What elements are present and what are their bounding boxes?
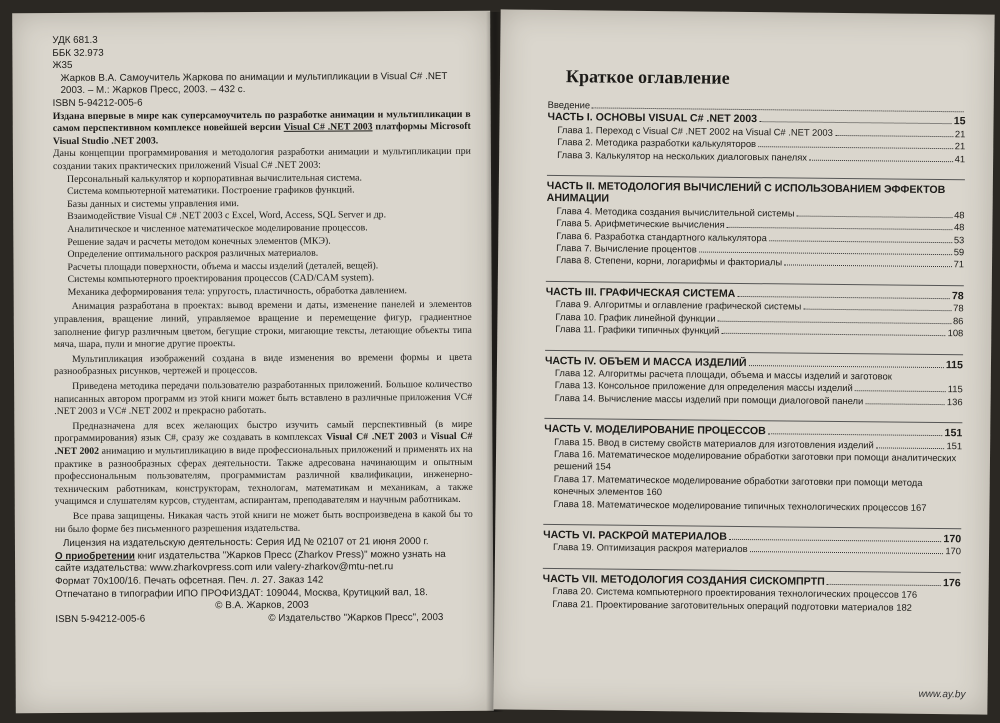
list-item: Расчеты площади поверхности, объема и массы изделий (деталей, вещей). <box>67 260 379 273</box>
toc-chapter: Глава 7. Вычисление процентов 59 <box>556 242 965 258</box>
toc-chapter: Глава 20. Система компьютерного проектирования технологических процессов 176 <box>552 585 918 601</box>
lead-bold-product: Visual C# .NET 2003 <box>283 121 373 133</box>
acquisition-text: книг издательства "Жарков Пресс (Zharkov Press)" можно узнать на сайте издательства: www.zharkovpress.com или valery-zharkov@mtu-net.ru <box>55 548 446 575</box>
toc-chapter: Глава 18. Математическое моделирование типичных технологических процессов 167 <box>553 497 927 513</box>
list-item: Определение оптимального раскроя различных материалов. <box>67 247 319 261</box>
acquisition <box>55 549 473 576</box>
toc-chapter: Глава 10. График линейной функции 86 <box>555 310 964 326</box>
toc-part: ЧАСТЬ VI. РАСКРОЙ МАТЕРИАЛОВ 170 <box>543 524 961 546</box>
toc-chapter: Глава 15. Ввод в систему свойств материалов для изготовления изделий 151 <box>554 435 963 451</box>
toc-chapter: Глава 21. Проектирование заготовительных операций подготовки материалов 182 <box>552 597 912 613</box>
author-line: Жарков В.А. Самоучитель Жаркова по анимации и мультипликации в Visual C# .NET 2003. – М.: Жарков Пресс, 2003. – 432 с. <box>60 70 448 97</box>
toc-part: ЧАСТЬ I. ОСНОВЫ VISUAL C# .NET 2003 15 <box>547 111 966 128</box>
toc-chapter: Глава 14. Вычисление массы изделий при помощи диалоговой панели 136 <box>554 391 963 408</box>
list-item: Системы компьютерного проектирования процессов (CAD/CAM system). <box>67 272 375 286</box>
toc-chapter: Глава 6. Разработка стандартного калькулятора 53 <box>556 229 965 245</box>
list-item: Базы данных и системы управления ими. <box>67 197 240 210</box>
toc-chapter: Глава 1. Переход с Visual C# .NET 2002 на Visual C# .NET 2003 21 <box>557 123 966 140</box>
isbn-bottom: ISBN 5-94212-005-6 <box>55 613 146 625</box>
license: Лицензия на издательскую деятельность: Серия ИД № 02107 от 21 июня 2000 г. <box>62 536 429 550</box>
paragraph-multiplication: Мультипликация изображений создана в виде изменения во времени формы и цвета разнообразных рисунков, чертежей и процессов. <box>54 351 473 378</box>
toc-chapter: Глава 19. Оптимизация раскроя материалов 170 <box>552 541 962 557</box>
left-page <box>12 11 494 713</box>
bbk: ББК 32.973 <box>52 47 104 59</box>
toc-part: ЧАСТЬ VII. МЕТОДОЛОГИЯ СОЗДАНИЯ СИСКОМПРТП 176 <box>543 568 961 590</box>
toc-title: Краткое оглавление <box>565 66 730 88</box>
lead-bold <box>53 108 471 148</box>
udk: УДК 681.3 <box>52 34 98 47</box>
audience-text-mid: и <box>417 431 431 443</box>
toc-chapter: Глава 4. Методика создания вычислительной системы 48 <box>556 204 965 221</box>
watermark: www.ay.by <box>918 688 966 701</box>
paragraph-animation: Анимация разработана в проектах: вывод времени и даты, изменение панелей и элементов управления, вращение линий, управляемое вращение и перемещение фигур, градиентное заполнение фигур различным цветом, бегущие строки, мигающие тексты, летающие объекты типа мяча, шара, пули и многие другие проекты. <box>53 299 472 351</box>
list-item: Взаимодействие Visual C# .NET 2003 с Excel, Word, Access, SQL Server и др. <box>67 209 387 223</box>
toc-chapter: Глава 13. Консольное приложение для определения массы изделий 115 <box>554 379 963 395</box>
copyright-row <box>55 612 473 627</box>
lead-bold-text: Издана впервые в мире как суперсамоучитель по разработке анимации и мультипликации в самом перспективном комплексе новейшей версии <box>52 108 471 135</box>
acquisition-label: О приобретении <box>54 550 135 562</box>
toc-chapter: Глава 8. Степени, корни, логарифмы и факториалы 71 <box>556 254 965 270</box>
right-page <box>493 9 994 714</box>
copyright-author: © В.А. Жарков, 2003 <box>215 599 309 612</box>
list-item: Система компьютерной математики. Построение графиков функций. <box>67 184 355 198</box>
audience-product-1: Visual C# .NET 2003 <box>326 431 418 444</box>
printer: Отпечатано в типографии ИПО ПРОФИЗДАТ: 109044, Москва, Крутицкий вал, 18. <box>55 586 428 600</box>
rights-notice: Все права защищены. Никакая часть этой книги не может быть воспроизведена в какой бы то ни было форме без письменного разрешения издательства. <box>54 508 473 535</box>
toc-part: ЧАСТЬ III. ГРАФИЧЕСКАЯ СИСТЕМА 78 <box>546 281 964 303</box>
toc-part: ЧАСТЬ V. МОДЕЛИРОВАНИЕ ПРОЦЕССОВ 151 <box>544 418 962 440</box>
toc-part: ЧАСТЬ II. МЕТОДОЛОГИЯ ВЫЧИСЛЕНИЙ С ИСПОЛЬЗОВАНИЕМ ЭФФЕКТОВ АНИМАЦИИ <box>547 175 965 209</box>
lead-desc: Даны концепции программирования и методология разработки анимации и мультипликации при создании таких практических приложений Visual C# .NET 2003: <box>52 146 471 172</box>
paragraph-method: Приведена методика передачи пользователю разработанных приложений. Большое количество написанных автором программ из этой книги может быть вставлено в различные приложения VC# .NET 2003 и VC# .NET 2002 и прекрасно работать. <box>54 378 473 418</box>
toc-chapter: Глава 16. Математическое моделирование обработки заготовки при помощи аналитических решений 154 <box>553 447 957 472</box>
table-of-contents <box>542 99 965 614</box>
toc-chapter: Глава 3. Калькулятор на нескольких диалоговых панелях 41 <box>557 148 966 164</box>
annotation <box>53 108 473 536</box>
audience-text-c: анимацию и мультипликацию в виде профессиональных приложений и применять их на практике в разнообразных сферах деятельности. Также адресована начинающим и опытным профессиональным пользователям, программистам различной квалификации, инженерно-техническим работникам, конструкторам, технологам, математикам и механикам, а также учащимся и слушателям курсов, студентам, аспирантам, преподавателям и научным работникам. <box>54 443 473 508</box>
toc-chapter: Глава 12. Алгоритмы расчета площади, объема и массы изделий и заготовок <box>554 366 892 382</box>
toc-chapter: Глава 2. Методика разработки калькуляторов 21 <box>557 136 966 152</box>
paragraph-audience <box>54 419 472 509</box>
audience-product-2: Visual C# .NET 2002 <box>54 431 473 458</box>
toc-part: ЧАСТЬ IV. ОБЪЕМ И МАССА ИЗДЕЛИЙ 115 <box>545 349 963 371</box>
code: Ж35 <box>52 60 73 72</box>
list-item: Аналитическое и численное математическое моделирование процессов. <box>67 222 368 235</box>
lead-bold-tail: платформы Microsoft Visual Studio .NET 2003. <box>52 121 471 147</box>
toc-chapter: Глава 9. Алгоритмы и оглавление графической системы 78 <box>555 298 964 314</box>
list-item: Персональный калькулятор и корпоративная вычислительная система. <box>67 171 362 185</box>
copyright-publisher: © Издательство "Жарков Пресс", 2003 <box>268 611 444 624</box>
toc-chapter: Глава 11. Графики типичных функций 108 <box>555 323 964 339</box>
toc-intro: Введение <box>548 99 966 116</box>
list-item: Решение задач и расчеты методом конечных элементов (МКЭ). <box>67 235 331 248</box>
toc-chapter: Глава 5. Арифметические вычисления 48 <box>556 217 965 233</box>
audience-text-a: Предназначена для всех желающих быстро изучить самый перспективный (в мире программирования) язык C#, сразу же создавать в комплексах <box>54 418 473 445</box>
list-item: Механика деформирования тела: упругость, пластичность, обработка давлением. <box>67 285 408 298</box>
toc-chapter: Глава 17. Математическое моделирование обработки заготовки при помощи метода конечных элементов 160 <box>553 472 923 498</box>
isbn-top: ISBN 5-94212-005-6 <box>52 97 143 110</box>
format: Формат 70х100/16. Печать офсетная. Печ. л. 27. Заказ 142 <box>55 574 324 587</box>
